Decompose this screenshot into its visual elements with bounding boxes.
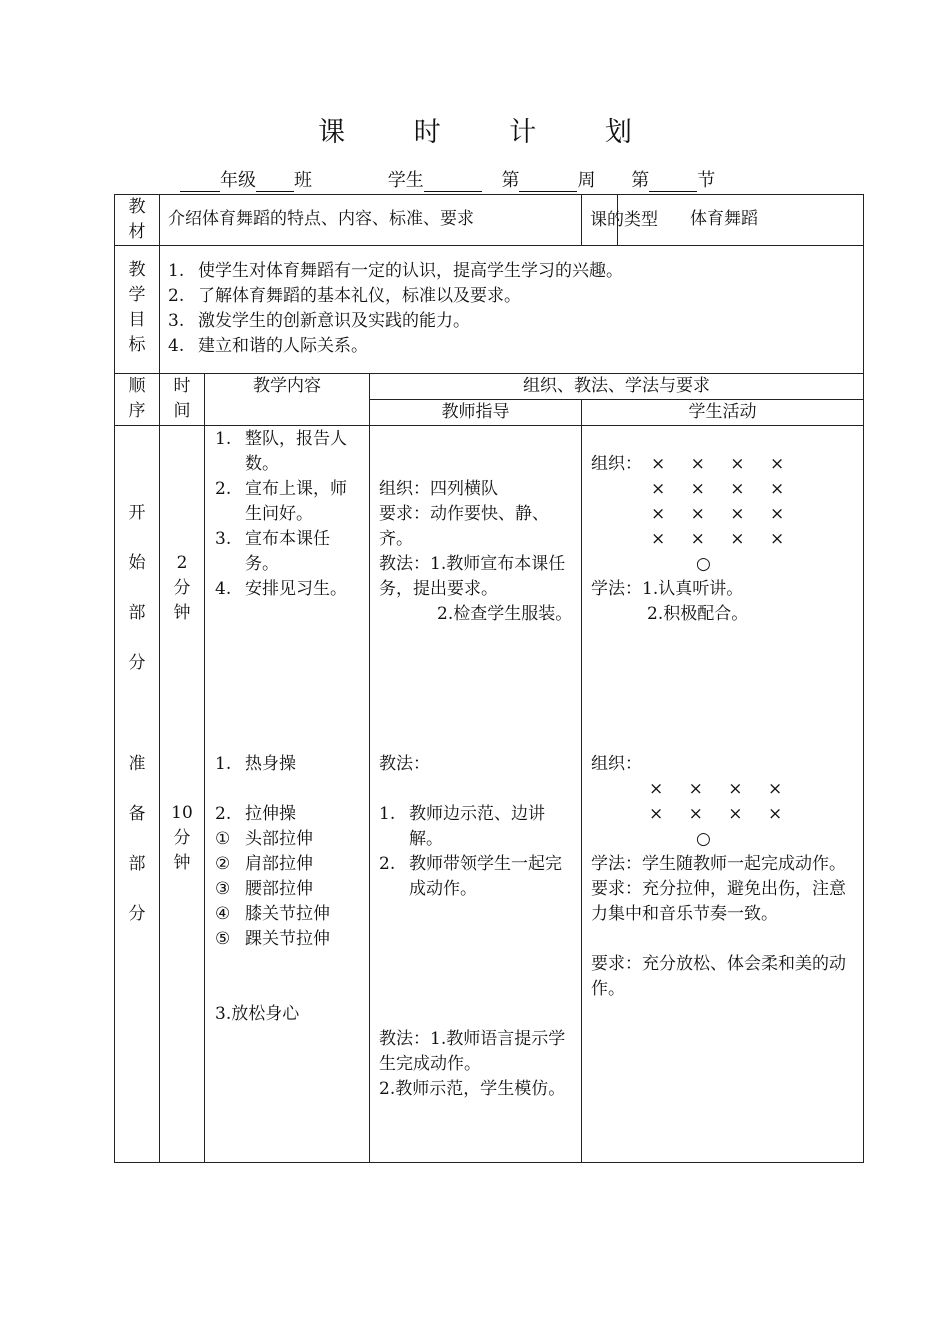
- week-suffix: 周: [577, 170, 596, 191]
- stretch-item: [215, 877, 363, 902]
- start-content-item: [215, 577, 363, 602]
- start-content-item-text: 整队，报告人数。: [245, 429, 347, 474]
- stretch-item-number: ③: [215, 879, 231, 899]
- stretch-item: 2. 拉伸操: [215, 802, 363, 827]
- warmup-item: 1. 热身操: [215, 752, 363, 777]
- student-blank: [424, 171, 482, 192]
- lesson-type-text: 体育舞蹈: [690, 209, 758, 229]
- stretch-text: 拉伸操: [245, 804, 296, 824]
- objectives-label: 教 学 目 标: [115, 246, 160, 374]
- start-time: 2 分 钟: [173, 553, 191, 623]
- lesson-plan-table: [114, 194, 864, 1163]
- start-content-item-number: 3.: [215, 529, 232, 549]
- lesson-type-label: 课的类型: [582, 195, 618, 246]
- teacher-prep-item: [379, 802, 575, 852]
- formation-row: × × × ×: [651, 529, 795, 549]
- teacher-start-block: [379, 477, 575, 602]
- week-prefix: 第: [501, 170, 520, 191]
- objective-item-text: 建立和谐的人际关系。: [198, 336, 368, 356]
- prep-section-label: 准 备 部 分: [128, 754, 146, 924]
- start-content-item: [215, 527, 363, 577]
- stretch-item-text: 膝关节拉伸: [245, 904, 330, 924]
- stretch-item: [215, 927, 363, 952]
- objective-item-text: 了解体育舞蹈的基本礼仪，标准以及要求。: [198, 286, 521, 306]
- student-formation: [651, 452, 794, 552]
- time-cells: [160, 426, 205, 1163]
- content-header: 教学内容: [205, 374, 370, 426]
- student-header: 学生活动: [582, 400, 864, 426]
- start-content-item: [215, 427, 363, 477]
- start-content-item-text: 宣布上课，师生问好。: [245, 479, 347, 524]
- objectives-row: [115, 246, 864, 374]
- material-row: [115, 195, 864, 246]
- stretch-item-number: ①: [215, 829, 231, 849]
- teacher-prep-item-text: 教师边示范、边讲解。: [409, 804, 545, 849]
- formation-row: × × × ×: [651, 479, 795, 499]
- stretch-item-number: ⑤: [215, 929, 231, 949]
- objective-item-number: 4.: [168, 336, 185, 356]
- stretch-item: [215, 902, 363, 927]
- teacher-start-sub: 2.检查学生服装。: [437, 604, 573, 624]
- lesson-suffix: 节: [697, 170, 716, 191]
- teacher-relax-line: 2.教师示范，学生模仿。: [379, 1079, 566, 1099]
- teacher-prep-item-number: 2.: [379, 854, 396, 874]
- org-header: 组织、教法、学法与要求: [370, 374, 864, 400]
- grade-blank: [180, 171, 220, 192]
- teacher-position-mark: ○: [696, 554, 711, 574]
- prep-time: 10 分 钟: [171, 803, 193, 873]
- teacher-start-line: 组织：四列横队: [379, 479, 498, 499]
- lesson-meta-line: [180, 166, 715, 192]
- stretch-item-text: 头部拉伸: [245, 829, 313, 849]
- teacher-start-line: 教法：1.教师宣布本课任务，提出要求。: [379, 554, 566, 599]
- stretch-item-text: 腰部拉伸: [245, 879, 313, 899]
- stretch-item-text: 踝关节拉伸: [245, 929, 330, 949]
- prep-teacher-mark: ○: [696, 829, 711, 849]
- objective-item: [168, 259, 857, 284]
- teacher-relax-line: 教法：1.教师语言提示学生完成动作。: [379, 1029, 566, 1074]
- start-content-item-text: 宣布本课任务。: [245, 529, 330, 574]
- teacher-relax-block: [379, 1027, 575, 1102]
- start-content-item-number: 2.: [215, 479, 232, 499]
- header-row-1: [115, 374, 864, 400]
- prep-formation-row: × × × ×: [649, 779, 793, 799]
- prep-requirement: 要求：充分拉伸，避免出伤，注意力集中和音乐节奏一致。: [591, 879, 846, 924]
- stretch-item: [215, 852, 363, 877]
- body-row: [115, 426, 864, 1163]
- objective-item: [168, 334, 857, 359]
- warmup-text: 热身操: [245, 754, 296, 774]
- grade-label: 年级: [220, 170, 256, 191]
- content-cell: [205, 426, 370, 1163]
- prep-method: 学法：学生随教师一起完成动作。: [591, 854, 846, 874]
- prep-formation-row: × × × ×: [649, 804, 793, 824]
- prep-org-label: 组织：: [591, 754, 642, 774]
- teacher-prep-item-number: 1.: [379, 804, 396, 824]
- start-content-item: [215, 477, 363, 527]
- stretch-list: [215, 827, 363, 952]
- lesson-prefix: 第: [631, 170, 650, 191]
- lesson-blank: [649, 171, 697, 192]
- relax-item: 3.放松身心: [215, 1004, 300, 1024]
- start-content-item-number: 1.: [215, 429, 232, 449]
- objective-item-number: 1.: [168, 261, 185, 281]
- objective-item-number: 3.: [168, 311, 185, 331]
- objective-item-text: 激发学生的创新意识及实践的能力。: [198, 311, 470, 331]
- teacher-prep-head: 教法：: [379, 754, 430, 774]
- formation-row: × × × ×: [651, 454, 795, 474]
- stretch-item-text: 肩部拉伸: [245, 854, 313, 874]
- student-method-2: 2.积极配合。: [647, 604, 749, 624]
- week-blank: [519, 171, 577, 192]
- start-content-list: [215, 427, 363, 602]
- objective-item-text: 使学生对体育舞蹈有一定的认识，提高学生学习的兴趣。: [198, 261, 623, 281]
- teacher-prep-item: [379, 852, 575, 902]
- student-org: 组织： × × × × × × × × × × × × × × × ×: [591, 452, 857, 552]
- student-cell: [582, 426, 864, 1163]
- objective-item: [168, 284, 857, 309]
- start-content-item-text: 安排见习生。: [245, 579, 347, 599]
- section-labels: [115, 426, 160, 1163]
- objectives-list: [168, 259, 857, 359]
- class-blank: [256, 171, 294, 192]
- time-header: 时 间: [160, 374, 205, 426]
- start-section-label: 开 始 部 分: [128, 503, 146, 673]
- prep-formation: [591, 777, 857, 827]
- relax-requirement: 要求：充分放松、体会柔和美的动作。: [591, 954, 846, 999]
- order-header: 顺 序: [115, 374, 160, 426]
- teacher-header: 教师指导: [370, 400, 582, 426]
- objective-item: [168, 309, 857, 334]
- student-method: 学法：1.认真听讲。: [591, 579, 744, 599]
- stretch-item: [215, 827, 363, 852]
- objectives-content: [160, 246, 864, 374]
- material-content: 介绍体育舞蹈的特点、内容、标准、要求: [160, 195, 582, 246]
- stretch-item-number: ④: [215, 904, 231, 924]
- page-title: 课 时 计 划: [318, 117, 662, 148]
- teacher-prep-list: [379, 802, 575, 902]
- start-content-item-number: 4.: [215, 579, 232, 599]
- objective-item-number: 2.: [168, 286, 185, 306]
- student-label: 学生: [387, 170, 424, 191]
- teacher-cell: [370, 426, 582, 1163]
- teacher-start-line: 要求：动作要快、静、齐。: [379, 504, 549, 549]
- teacher-prep-item-text: 教师带领学生一起完成动作。: [409, 854, 562, 899]
- material-label: 教 材: [115, 195, 160, 246]
- class-label: 班: [294, 170, 312, 191]
- stretch-item-number: ②: [215, 854, 231, 874]
- formation-row: × × × ×: [651, 504, 795, 524]
